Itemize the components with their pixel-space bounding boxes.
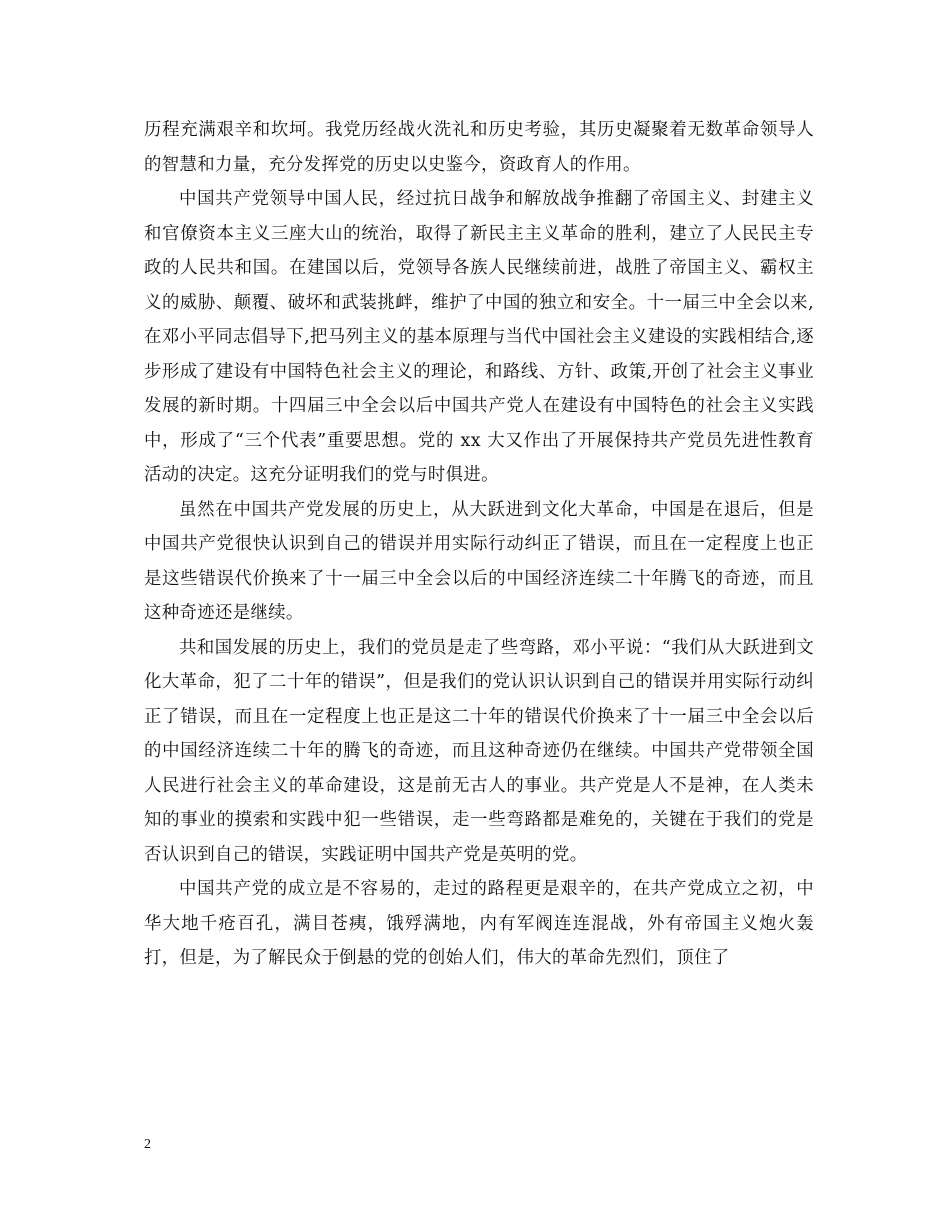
document-body bbox=[144, 113, 814, 976]
paragraph-1: 历程充满艰辛和坎坷。我党历经战火洗礼和历史考验，其历史凝聚着无数革命领导人的智慧和力量，充分发挥党的历史以史鉴今，资政育人的作用。 bbox=[144, 120, 814, 175]
paragraph-2: 中国共产党领导中国人民，经过抗日战争和解放战争推翻了帝国主义、封建主义和官僚资本主义三座大山的统治，取得了新民主主义革命的胜利，建立了人民民主专政的人民共和国。在建国以后，党领导各族人民继续前进，战胜了帝国主义、霸权主义的威胁、颠覆、破坏和武装挑衅，维护了中国的独立和安全。十一届三中全会以来,在邓小平同志倡导下,把马列主义的基本原理与当代中国社会主义建设的实践相结合,逐步形成了建设有中国特色社会主义的理论，和路线、方针、政策,开创了社会主义事业发展的新时期。十四届三中全会以后中国共产党人在建设有中国特色的社会主义实践中，形成了“三个代表”重要思想。党的 xx 大又作出了开展保持共产党员先进性教育活动的决定。这充分证明我们的党与时俱进。 bbox=[144, 189, 814, 485]
paragraph-4: 共和国发展的历史上，我们的党员是走了些弯路，邓小平说：“我们从大跃进到文化大革命，犯了二十年的错误”，但是我们的党认识认识到自己的错误并用实际行动纠正了错误，而且在一定程度上也正是这二十年的错误代价换来了十一届三中全会以后的中国经济连续二十年的腾飞的奇迹，而且这种奇迹仍在继续。中国共产党带领全国人民进行社会主义的革命建设，这是前无古人的事业。共产党是人不是神，在人类未知的事业的摸索和实践中犯一些错误，走一些弯路都是难免的，关键在于我们的党是否认识到自己的错误，实践证明中国共产党是英明的党。 bbox=[144, 637, 814, 865]
paragraph-5: 中国共产党的成立是不容易的，走过的路程更是艰辛的，在共产党成立之初，中华大地千疮百孔，满目苍痍，饿殍满地，内有军阀连连混战，外有帝国主义炮火轰打，但是，为了解民众于倒悬的党的创始人们，伟大的革命先烈们，顶住了 bbox=[144, 879, 814, 968]
paragraph-3: 虽然在中国共产党发展的历史上，从大跃进到文化大革命，中国是在退后，但是中国共产党很快认识到自己的错误并用实际行动纠正了错误，而且在一定程度上也正是这些错误代价换来了十一届三中全会以后的中国经济连续二十年腾飞的奇迹，而且这种奇迹还是继续。 bbox=[144, 499, 814, 623]
page-number: 2 bbox=[144, 1137, 151, 1152]
